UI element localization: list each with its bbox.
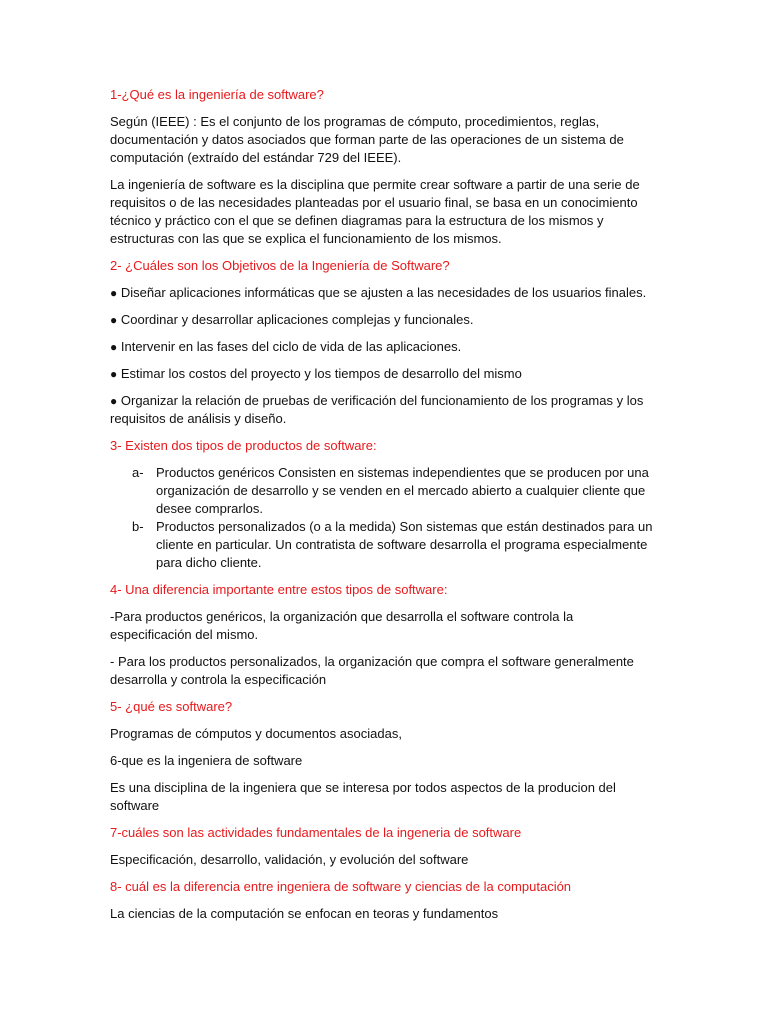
question-8-paragraph: La ciencias de la computación se enfocan en teoras y fundamentos [110, 906, 499, 921]
question-8-heading: 8- cuál es la diferencia entre ingeniera de software y ciencias de la computación [110, 879, 572, 894]
bullet-icon: ● [110, 313, 118, 327]
list-item-label: a- [132, 465, 144, 480]
product-type-item [110, 518, 658, 572]
product-types-list [110, 464, 658, 572]
question-1-heading: 1-¿Qué es la ingeniería de software? [110, 87, 324, 102]
list-item-text: Productos personalizados (o a la medida) Son sistemas que están destinados para un cliente en particular. Un contratista de software desarrolla el programa especialmente para dicho cliente. [156, 519, 653, 570]
document-content [110, 86, 658, 932]
question-3-heading: 3- Existen dos tipos de productos de software: [110, 438, 377, 453]
objective-text: Organizar la relación de pruebas de verificación del funcionamiento de los programas y los requisitos de análisis y diseño. [110, 393, 644, 426]
question-7-heading: 7-cuáles son las actividades fundamentales de la ingeneria de software [110, 825, 522, 840]
bullet-icon: ● [110, 394, 118, 408]
question-1-paragraph-1: Según (IEEE) : Es el conjunto de los programas de cómputo, procedimientos, reglas, documentación y datos asociados que forman parte de las operaciones de un sistema de computación (extraído del estándar 729 del IEEE). [110, 114, 624, 165]
list-item-label: b- [132, 519, 144, 534]
question-2-heading: 2- ¿Cuáles son los Objetivos de la Ingeniería de Software? [110, 258, 450, 273]
objective-bullet [110, 311, 658, 329]
objective-bullet [110, 392, 658, 428]
objective-text: Diseñar aplicaciones informáticas que se ajusten a las necesidades de los usuarios finales. [120, 285, 647, 300]
question-5-heading: 5- ¿qué es software? [110, 699, 233, 714]
bullet-icon: ● [110, 340, 118, 354]
question-4-paragraph-2: - Para los productos personalizados, la organización que compra el software generalmente desarrolla y controla la especificación [110, 654, 634, 687]
objective-text: Coordinar y desarrollar aplicaciones complejas y funcionales. [120, 312, 474, 327]
question-1-paragraph-2: La ingeniería de software es la disciplina que permite crear software a partir de una serie de requisitos o de las necesidades planteadas por el usuario final, se basa en un conocimiento técnico y práctico con el que se definen diagramas para la estructura de los mismos y estructuras con las que se explica el funcionamiento de los mismos. [110, 177, 640, 246]
question-4-heading: 4- Una diferencia importante entre estos tipos de software: [110, 582, 448, 597]
objective-text: Intervenir en las fases del ciclo de vida de las aplicaciones. [120, 339, 462, 354]
objective-bullet [110, 284, 658, 302]
objective-text: Estimar los costos del proyecto y los tiempos de desarrollo del mismo [120, 366, 522, 381]
question-6-paragraph: Es una disciplina de la ingeniera que se interesa por todos aspectos de la producion del software [110, 780, 616, 813]
bullet-icon: ● [110, 367, 118, 381]
question-6-heading: 6-que es la ingeniera de software [110, 753, 303, 768]
list-item-text: Productos genéricos Consisten en sistemas independientes que se producen por una organización de desarrollo y se venden en el mercado abierto a cualquier cliente que desee comprarlos. [156, 465, 649, 516]
question-5-paragraph: Programas de cómputos y documentos asociadas, [110, 726, 402, 741]
objective-bullet [110, 338, 658, 356]
question-4-paragraph-1: -Para productos genéricos, la organización que desarrolla el software controla la especificación del mismo. [110, 609, 574, 642]
objective-bullet [110, 365, 658, 383]
product-type-item [110, 464, 658, 518]
bullet-icon: ● [110, 286, 118, 300]
question-7-paragraph: Especificación, desarrollo, validación, y evolución del software [110, 852, 469, 867]
